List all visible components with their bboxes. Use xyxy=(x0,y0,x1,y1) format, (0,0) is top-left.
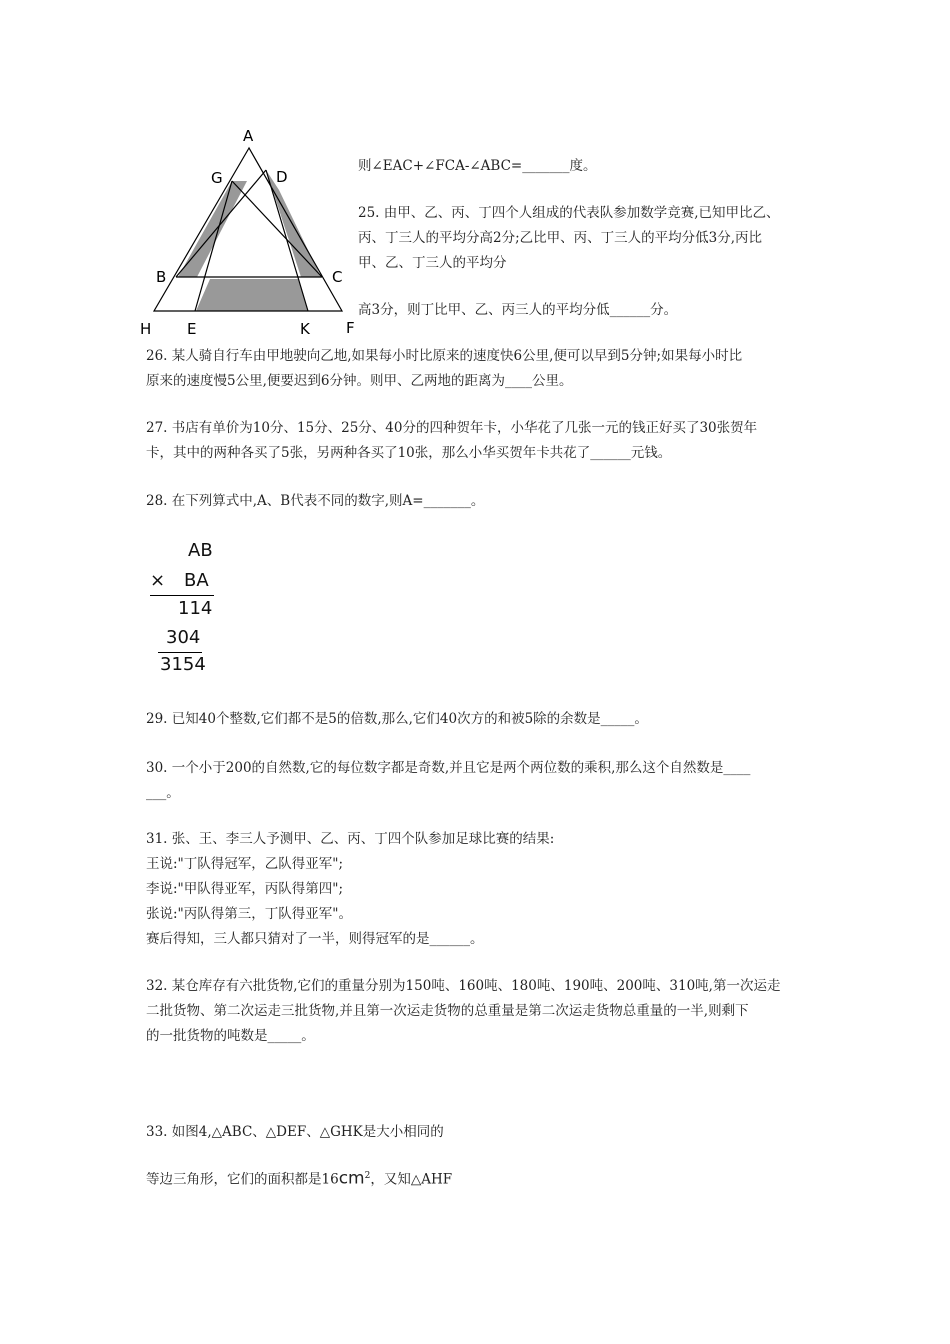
q30-line1: 30. 一个小于200的自然数,它的每位数字都是奇数,并且它是两个两位数的乘积,那么这个自然数是____ xyxy=(146,760,751,776)
q31-line2: 王说:"丁队得冠军，乙队得亚军"; xyxy=(146,856,344,872)
q33-line1: 33. 如图4,△ABC、△DEF、△GHK是大小相同的 xyxy=(146,1124,444,1140)
label-c: C xyxy=(332,268,343,286)
q33-line2-b: ，又知△AHF xyxy=(370,1171,453,1188)
label-a: A xyxy=(243,127,254,145)
q25-line1: 25. 由甲、乙、丙、丁四个人组成的代表队参加数学竞赛,已知甲比乙、 xyxy=(358,205,780,221)
shaded-bottom-band xyxy=(196,279,308,311)
label-d: D xyxy=(276,168,288,186)
q25-line3: 甲、乙、丁三人的平均分 xyxy=(358,255,507,271)
q31-line3: 李说:"甲队得亚军，丙队得第四"; xyxy=(146,881,344,897)
q26-line2: 原来的速度慢5公里,便要迟到6分钟。则甲、乙两地的距离为____公里。 xyxy=(146,373,573,389)
q30-line2: ___。 xyxy=(146,785,180,801)
mult-partial1: 114 xyxy=(178,598,213,619)
mult-rule-2 xyxy=(158,652,202,653)
q29: 29. 已知40个整数,它们都不是5的倍数,那么,它们40次方的和被5除的余数是_____。 xyxy=(146,711,648,727)
mult-top: AB xyxy=(188,540,213,561)
q31-line5: 赛后得知，三人都只猜对了一半，则得冠军的是______。 xyxy=(146,931,484,947)
q27-line1: 27. 书店有单价为10分、15分、25分、40分的四种贺年卡，小华花了几张一元的钱正好买了30张贺年 xyxy=(146,420,758,436)
mult-times: × xyxy=(150,570,166,591)
label-g: G xyxy=(211,169,223,187)
q27-line2: 卡，其中的两种各买了5张，另两种各买了10张，那么小华买贺年卡共花了______元钱。 xyxy=(146,445,672,461)
q25-line4: 高3分，则丁比甲、乙、丙三人的平均分低______分。 xyxy=(358,302,678,318)
triangle-figure xyxy=(136,124,356,340)
q33-unit: cm xyxy=(338,1168,365,1189)
label-h: H xyxy=(140,320,152,338)
q33-line2-a: 等边三角形，它们的面积都是16 xyxy=(146,1171,339,1188)
q26-line1: 26. 某人骑自行车由甲地驶向乙地,如果每小时比原来的速度快6公里,便可以早到5分钟;如果每小时比 xyxy=(146,348,743,364)
mult-second: BA xyxy=(184,570,209,591)
q32-line3: 的一批货物的吨数是_____。 xyxy=(146,1028,315,1044)
q33-line2 xyxy=(146,1166,452,1190)
q28-line1: 28. 在下列算式中,A、B代表不同的数字,则A=_______。 xyxy=(146,493,485,509)
label-b: B xyxy=(156,268,167,286)
label-e: E xyxy=(187,320,197,338)
multiplication-figure xyxy=(146,538,226,678)
mult-result: 3154 xyxy=(160,654,206,675)
mult-partial2: 304 xyxy=(166,627,201,648)
q32-line2: 二批货物、第二次运走三批货物,并且第一次运走货物的总重量是第二次运走货物总重量的一半,则剩下 xyxy=(146,1003,749,1019)
label-f: F xyxy=(346,319,355,337)
q32-line1: 32. 某仓库存有六批货物,它们的重量分别为150吨、160吨、180吨、190吨、200吨、310吨,第一次运走 xyxy=(146,978,781,994)
q31-line1: 31. 张、王、李三人予测甲、乙、丙、丁四个队参加足球比赛的结果: xyxy=(146,831,555,847)
label-k: K xyxy=(300,320,310,338)
q31-line4: 张说:"丙队得第三，丁队得亚军"。 xyxy=(146,906,352,922)
q33-unit-exp: 2 xyxy=(364,1171,371,1181)
q25-line2: 丙、丁三人的平均分高2分;乙比甲、丙、丁三人的平均分低3分,丙比 xyxy=(358,230,763,246)
q24-tail: 则∠EAC+∠FCA-∠ABC=_______度。 xyxy=(358,158,597,174)
mult-rule-1 xyxy=(150,595,214,596)
